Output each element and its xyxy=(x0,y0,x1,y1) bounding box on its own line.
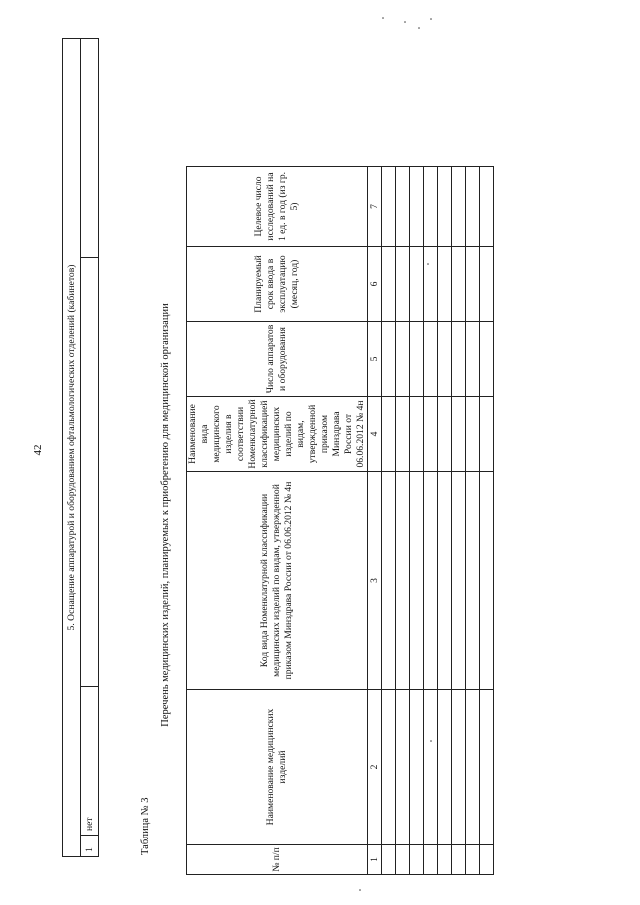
empty-table-row xyxy=(381,167,395,875)
empty-table-row xyxy=(479,167,493,875)
column-number: 6 xyxy=(367,247,381,322)
column-number: 7 xyxy=(367,167,381,247)
section5-table xyxy=(62,19,99,857)
header-classification-code: Код вида Номенклатурной классификации медицинских изделий по видам, утвержденной приказом Минздрава России от 06.06.2012 № 4н xyxy=(187,472,368,690)
section5-row-value: нет xyxy=(81,687,99,836)
scan-speck xyxy=(359,889,361,891)
column-number: 2 xyxy=(367,690,381,845)
section5-empty-cell xyxy=(81,258,99,687)
header-device-count: Число аппаратов и оборудования xyxy=(187,322,368,397)
column-number: 5 xyxy=(367,322,381,397)
scan-speck xyxy=(418,27,420,29)
section5-row-number: 1 xyxy=(81,836,99,857)
page-number: 42 xyxy=(32,444,44,456)
empty-table-row xyxy=(465,167,479,875)
section5-title: 5. Оснащение аппаратурой и оборудованием офтальмологических отделений (кабинетов) xyxy=(63,39,81,857)
table-title: Перечень медицинских изделий, планируемых к приобретению для медицинской организации xyxy=(160,303,171,727)
scan-speck xyxy=(382,17,384,19)
header-device-name: Наименование медицинских изделий xyxy=(187,690,368,845)
scan-speck xyxy=(430,740,432,742)
empty-table-row xyxy=(395,167,409,875)
column-number: 1 xyxy=(367,845,381,875)
section5-empty-cell xyxy=(81,39,99,258)
empty-table-row xyxy=(451,167,465,875)
header-commissioning-date: Планируемый срок ввода в эксплуатацию (месяц, год) xyxy=(187,247,368,322)
scan-speck xyxy=(404,21,406,23)
column-number-row xyxy=(367,167,381,875)
scan-speck xyxy=(430,18,432,20)
scan-speck xyxy=(427,263,429,265)
empty-table-row xyxy=(409,167,423,875)
empty-table-row xyxy=(437,167,451,875)
empty-table-row xyxy=(423,167,437,875)
table-caption: Таблица № 3 xyxy=(140,797,151,855)
section5-spacer xyxy=(81,20,99,39)
header-number: № п/п xyxy=(187,845,368,875)
column-number: 4 xyxy=(367,397,381,472)
header-device-type-name: Наименование вида медицинского изделия в соответствии Номенклатурной классификацией медицинских изделий по видам, утвержденной приказом Минздрава России от 06.06.2012 № 4н xyxy=(187,397,368,472)
column-number: 3 xyxy=(367,472,381,690)
header-target-studies: Целевое число исследований на 1 ед. в год (из гр. 5) xyxy=(187,167,368,247)
medical-devices-table xyxy=(186,166,494,875)
